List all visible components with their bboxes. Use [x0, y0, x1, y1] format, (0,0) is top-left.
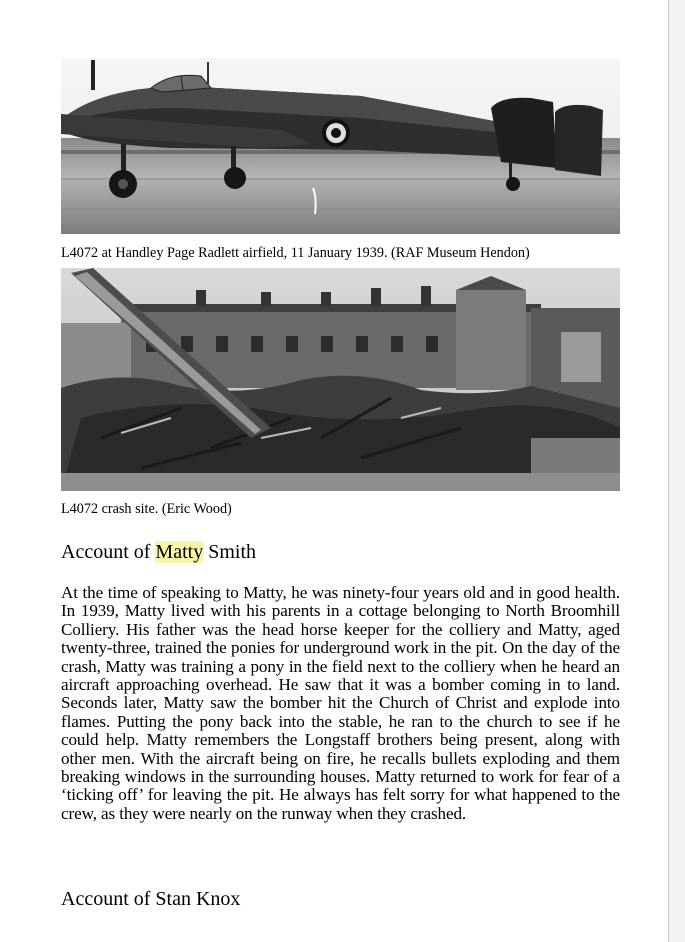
figure-caption: L4072 crash site. (Eric Wood): [61, 501, 232, 517]
crash-site-photo: [61, 268, 620, 491]
heading-text: Account of: [61, 541, 156, 563]
aircraft-photo: [61, 58, 620, 234]
viewer-background: [669, 0, 685, 942]
search-highlight: Matty: [155, 541, 204, 563]
section-heading: Account of Stan Knox: [61, 888, 241, 910]
heading-text: Smith: [203, 541, 256, 563]
body-paragraph: At the time of speaking to Matty, he was ninety-four years old and in good health. In 1939, Matty lived with his parents in a cottage belonging to North Broomhill Colliery. His father was the head horse keeper for the colliery and Matty, aged twenty-three, trained the ponies for underground work in the pit. On the day of the crash, Matty was training a pony in the field next to the colliery when he heard an aircraft approaching overhead. He saw that it was a bomber coming in to land. Seconds later, Matty saw the bomber hit the Church of Christ and explode into flames. Putting the pony back into the stable, he ran to the church to see if he could help. Matty remembers the Longstaff brothers being present, along with other men. With the aircraft being on fire, he recalls bullets exploding and them breaking windows in the surrounding houses. Matty returned to work for fear of a ‘ticking off’ for leaving the pit. He always has felt sorry for what happened to the crew, as they were nearly on the runway when they crashed.: [61, 583, 620, 823]
section-heading: [61, 540, 256, 564]
figure-caption: L4072 at Handley Page Radlett airfield, 11 January 1939. (RAF Museum Hendon): [61, 245, 530, 261]
